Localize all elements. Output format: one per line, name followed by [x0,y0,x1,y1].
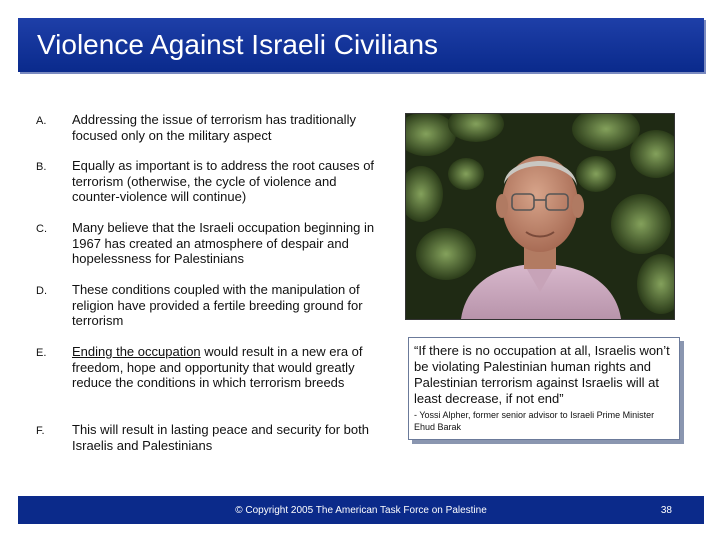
page-number: 38 [660,505,672,516]
bullet-letter: E. [36,347,47,359]
footer-bar [18,496,704,524]
quote-attribution: - Yossi Alpher, former senior advisor to Israeli Prime Minister Ehud Barak [414,410,655,432]
bullet-letter: C. [36,223,47,235]
bullet-text: Many believe that the Israeli occupation beginning in 1967 has created an atmosphere of despair and hopelessness for Palestinians [72,220,375,266]
portrait-image [406,114,674,319]
portrait-photo [405,113,675,320]
title-bar [18,18,704,72]
bullet-text: This will result in lasting peace and security for both Israelis and Palestinians [72,422,369,453]
bullet-letter: A. [36,115,47,127]
bullet-text: Equally as important is to address the root causes of terrorism (otherwise, the cycle of violence and counter-violence will continue) [72,158,375,204]
bullet-letter: F. [36,425,45,437]
bullet-letter: B. [36,161,47,173]
bullet-letter: D. [36,285,47,297]
bullet-text [72,344,382,391]
bullet-text: These conditions coupled with the manipulation of religion have provided a fertile breeding ground for terrorism [72,282,363,328]
bullet-text: Addressing the issue of terrorism has traditionally focused only on the military aspect [72,112,356,143]
slide-title: Violence Against Israeli Civilians [37,29,439,60]
bullet-text-rest: would result in a new era of freedom, hope and opportunity that would greatly reduce the conditions in which terrorism breeds [72,344,363,390]
copyright-text: © Copyright 2005 The American Task Force on Palestine [235,505,487,516]
underlined-phrase: Ending the occupation [72,344,201,359]
quote-box [408,337,680,440]
quote-text: “If there is no occupation at all, Israelis won’t be violating Palestinian human rights and Palestinian terrorism against Israelis will at least decrease, if not end” [414,343,670,406]
